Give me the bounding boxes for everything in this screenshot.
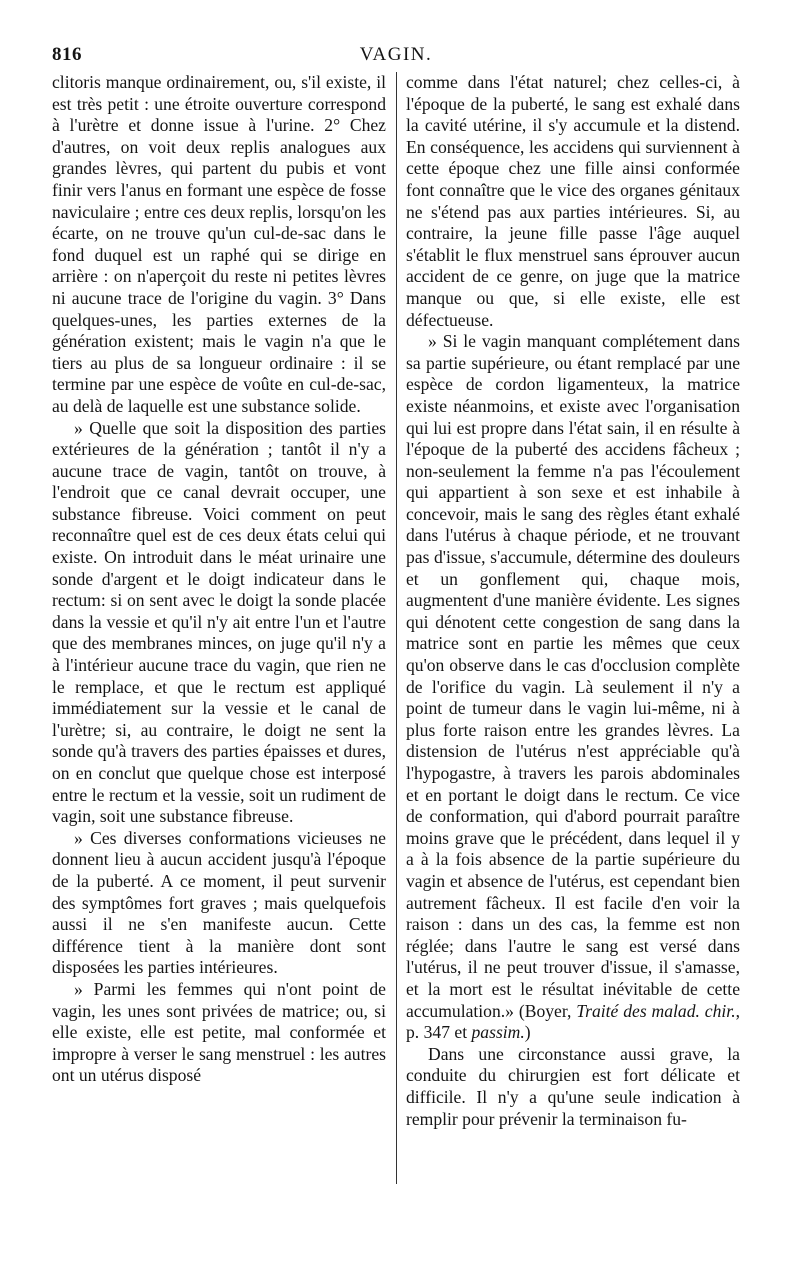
paragraph: » Quelle que soit la disposition des parties extérieures de la génération ; tantôt il n'y a aucune trace de vagin, tantôt on trouve, à l'endroit que ce canal devrait occuper, une substance fibreuse. Voici comment on peut reconnaître quel est de ces deux états celui qui existe. On introduit dans le méat urinaire une sonde d'argent et le doigt indicateur dans le rectum: si on sent avec le doigt la sonde placée dans la vessie et qu'il n'y ait entre l'un et l'autre que des membranes minces, on juge qu'il n'y a à l'intérieur aucune trace du vagin, que rien ne le remplace, et que le rectum est appliqué immédiatement sur la vessie et le canal de l'urètre; si, au contraire, le doigt ne sent la sonde qu'à travers des parties épaisses et dures, on en conclut que quelque chose est interposé entre le rectum et la vessie, soit un rudiment de vagin, soit une substance fibreuse.	[52, 417, 386, 827]
paragraph: » Parmi les femmes qui n'ont point de vagin, les unes sont privées de matrice; ou, si elle existe, elle est petite, mal conformée et impropre à verser le sang menstruel : les autres ont un utérus disposé	[52, 978, 386, 1086]
left-column	[52, 72, 386, 1087]
citation-passim: passim.	[471, 1022, 525, 1043]
paragraph: clitoris manque ordinairement, ou, s'il existe, il est très petit : une étroite ouverture correspond à l'urètre et donne issue à l'urine. 2° Chez d'autres, on voit deux replis analogues aux grandes lèvres, qui partent du pubis et vont finir vers l'anus en formant une espèce de fosse naviculaire ; entre ces deux replis, lorsqu'on les écarte, on ne trouve qu'un cul-de-sac dans le fond duquel est un raphé qui se dirige en arrière : on n'aperçoit du reste ni petites lèvres ni aucune trace de l'origine du vagin. 3° Dans quelques-unes, les parties externes de la génération existent; mais le vagin n'a que le tiers au plus de sa longueur ordinaire : il se termine par une espèce de voûte en cul-de-sac, au delà de laquelle est une substance solide.	[52, 72, 386, 416]
citation-page: p. 347 et	[406, 1022, 468, 1043]
column-divider	[396, 72, 397, 1184]
right-column	[406, 72, 740, 1130]
citation-title: Traité des malad. chir.	[576, 1000, 736, 1021]
running-title: VAGIN.	[359, 44, 433, 65]
paragraph: comme dans l'état naturel; chez celles-ci, à l'époque de la puberté, le sang est exhalé dans la cavité utérine, il s'y accumule et la distend. En conséquence, les accidens qui surviennent à cette époque chez une fille ainsi conformée font connaître que le vice des organes génitaux ne s'étend pas aux parties intérieures. Si, au contraire, la jeune fille passe l'âge auquel s'établit le flux menstruel sans éprouver aucun accident de ce genre, on juge que la matrice manque ou que, si elle existe, elle est défectueuse.	[406, 72, 740, 330]
paragraph: Dans une circonstance aussi grave, la conduite du chirurgien est fort délicate et difficile. Il n'y a qu'une seule indication à remplir pour prévenir la terminaison fu-	[406, 1043, 740, 1129]
page-number: 816	[52, 44, 82, 65]
page-header	[52, 44, 740, 74]
paragraph: » Si le vagin manquant complétement dans sa partie supérieure, ou étant remplacé par une espèce de cordon ligamenteux, la matrice existe néanmoins, et existe avec l'organisation qui lui est propre dans l'état sain, il en résulte à l'époque de la puberté des accidens fâcheux ; non-seulement la femme n'a pas l'écoulement qui appartient à son sexe et est inhabile à concevoir, mais le sang des règles étant exhalé dans l'utérus à chaque période, et ne trouvant pas d'issue, s'accumule, détermine des douleurs et un gonflement qui, chaque mois, augmentent d'une manière évidente. Les signes qui dénotent cette congestion de sang dans la matrice sont en partie les mêmes que ceux qu'on observe dans le cas d'occlusion complète de l'orifice du vagin. Là seulement il n'y a point de tumeur dans le vagin lui-même, ni à plus forte raison entre les grandes lèvres. La distension de l'utérus n'est appréciable qu'à l'hypogastre, à travers les parois abdominales et en portant le doigt dans le rectum. Ce vice de conformation, qui d'abord pourrait paraître moins grave que le précédent, dans lequel il y a à la fois absence de la partie supérieure du vagin et absence de l'utérus, est cependant bien autrement fâcheux. Il est facile d'en voir la raison : dans un des cas, la femme est non réglée; dans l'autre le sang est versé dans l'utérus, il ne peut trouver d'issue, il s'amasse, et la mort est le résultat inévitable de cette accumulation.» (Boyer, Traité des malad. chir., p. 347 et passim.)	[406, 331, 740, 1043]
paragraph: » Ces diverses conformations vicieuses ne donnent lieu à aucun accident jusqu'à l'époque de la puberté. A ce moment, il peut survenir des symptômes fort graves ; mais quelquefois aussi il ne s'en manifeste aucun. Cette différence tient à la manière dont sont disposées les parties intérieures.	[52, 827, 386, 978]
paragraph-text: » Si le vagin manquant complétement dans sa partie supérieure, ou étant remplacé par une espèce de cordon ligamenteux, la matrice existe néanmoins, et existe avec l'organisation qui lui est propre dans l'état sain, il en résulte à l'époque de la puberté des accidens fâcheux ; non-seulement la femme n'a pas l'écoulement qui appartient à son sexe et est inhabile à concevoir, mais le sang des règles étant exhalé dans l'utérus à chaque période, et ne trouvant pas d'issue, s'accumule, détermine des douleurs et un gonflement qui, chaque mois, augmentent d'une manière évidente. Les signes qui dénotent cette congestion de sang dans la matrice sont en partie les mêmes que ceux qu'on observe dans le cas d'occlusion complète de l'orifice du vagin. Là seulement il n'y a point de tumeur dans le vagin lui-même, ni à plus forte raison entre les grandes lèvres. La distension de l'utérus n'est appréciable qu'à l'hypogastre, à travers les parois abdominales et en portant le doigt dans le rectum. Ce vice de conformation, qui d'abord pourrait paraître moins grave que le précédent, dans lequel il y a à la fois absence de la partie supérieure du vagin et absence de l'utérus, est cependant bien autrement fâcheux. Il est facile d'en voir la raison : dans un des cas, la femme est non réglée; dans l'autre le sang est versé dans l'utérus, il ne peut trouver d'issue, il s'amasse, et la mort est le résultat inévitable de cette accumulation.» (Boyer,	[406, 331, 740, 1021]
